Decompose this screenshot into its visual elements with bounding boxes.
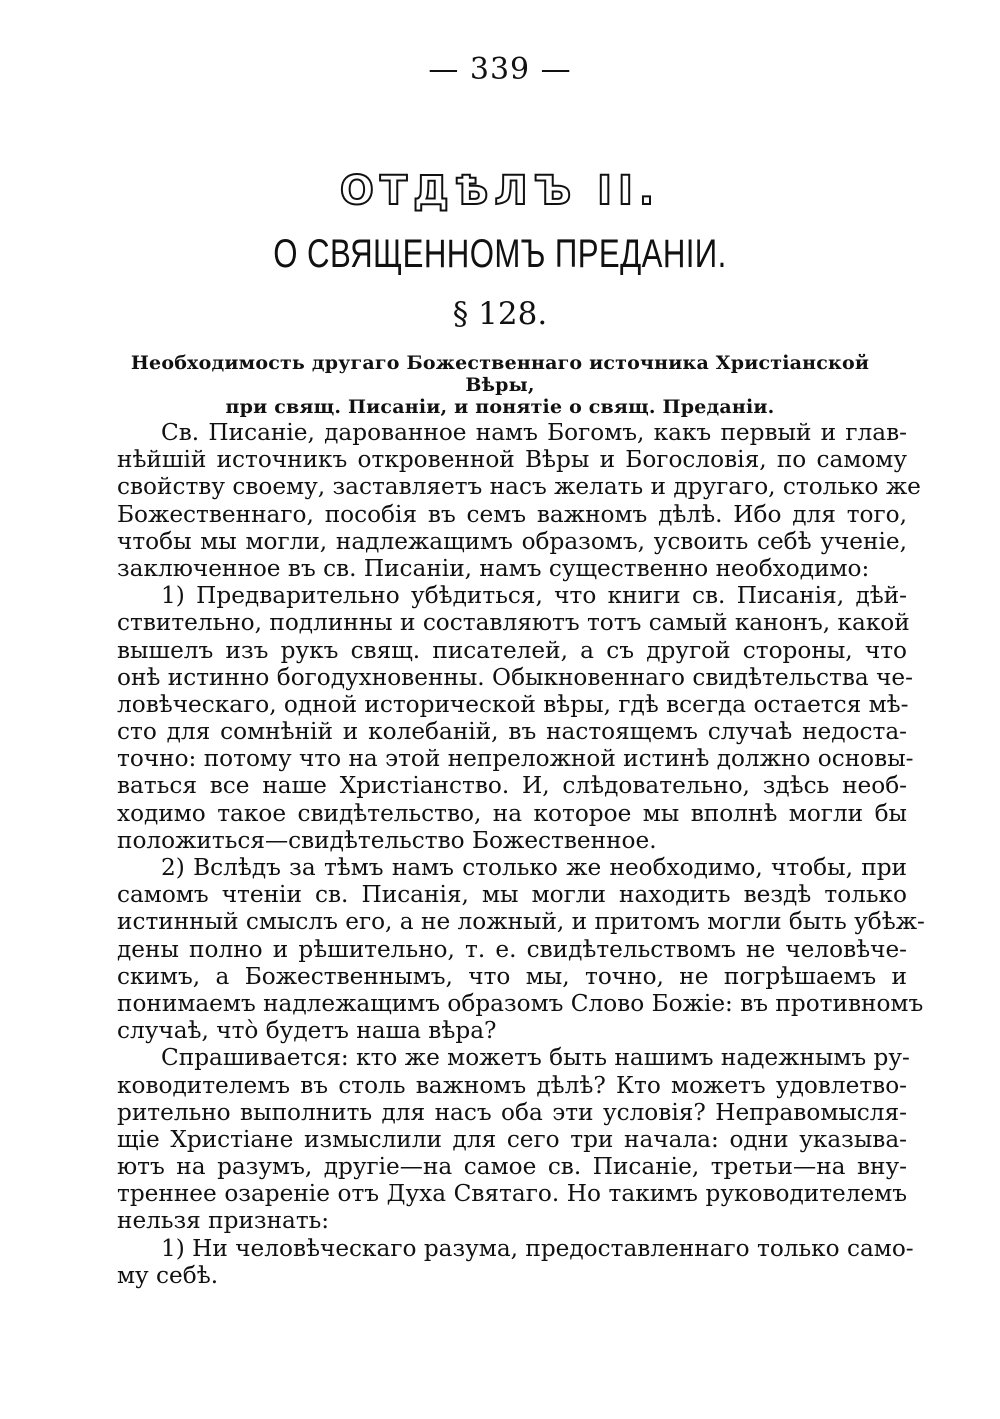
- text-line: чтобы мы могли, надлежащимъ образомъ, усвоить себѣ ученіе,: [117, 527, 907, 555]
- text-line: ловѣческаго, одной исторической вѣры, гдѣ всегда остается мѣ-: [117, 690, 909, 718]
- text-line: рительно выполнить для насъ оба эти условія? Неправомысля-: [117, 1098, 907, 1126]
- text-line: понимаемъ надлежащимъ образомъ Слово Божіе: въ противномъ: [117, 989, 924, 1017]
- text-line: нельзя признать:: [117, 1207, 330, 1235]
- text-line: точно: потому что на этой непреложной истинѣ должно основы-: [117, 745, 914, 773]
- text-line: му себѣ.: [117, 1261, 219, 1289]
- paragraph-subtitle: [100, 352, 900, 418]
- text-line: ствительно, подлинны и составляютъ тотъ самый канонъ, какой: [117, 609, 910, 637]
- text-line: Божественнаго, пособія въ семъ важномъ дѣлѣ. Ибо для того,: [117, 500, 907, 528]
- text-line: вышелъ изъ рукъ свящ. писателей, а съ другой стороны, что: [117, 636, 907, 664]
- text-line: положиться—свидѣтельство Божественное.: [117, 826, 657, 854]
- text-line: Св. Писаніе, дарованное намъ Богомъ, какъ первый и глав-: [161, 419, 907, 446]
- text-line: свойству своему, заставляетъ насъ желать и другаго, столько же: [117, 473, 921, 501]
- text-line: сто для сомнѣній и колебаній, въ настоящемъ случаѣ недоста-: [117, 718, 907, 746]
- text-line: Спрашивается: кто же можетъ быть нашимъ надежнымъ ру-: [161, 1044, 910, 1072]
- text-line: щіе Христіане измыслили для сего три начала: одни указыва-: [117, 1125, 907, 1153]
- text-line: 1) Ни человѣческаго разума, предоставленнаго только само-: [161, 1234, 914, 1262]
- body-text: [117, 419, 925, 1289]
- text-line: случаѣ, что̀ будетъ наша вѣра?: [117, 1017, 497, 1045]
- subtitle-line: Необходимость другаго Божественнаго источника Христіанской Вѣры,: [130, 352, 870, 396]
- text-line: самомъ чтеніи св. Писанія, мы могли находить вездѣ только: [117, 881, 907, 909]
- text-line: скимъ, а Божественнымъ, что мы, точно, не погрѣшаемъ и: [117, 962, 907, 990]
- text-line: заключенное въ св. Писаніи, намъ существенно необходимо:: [117, 554, 870, 582]
- text-line: ваться все наше Христіанство. И, слѣдовательно, здѣсь необ-: [117, 772, 907, 800]
- text-line: истинный смыслъ его, а не ложный, и притомъ могли быть убѣж-: [117, 908, 925, 936]
- text-line: ходимо такое свидѣтельство, на которое мы вполнѣ могли бы: [117, 799, 907, 827]
- text-line: дены полно и рѣшительно, т. е. свидѣтельствомъ не человѣче-: [117, 935, 907, 963]
- text-line: 2) Вслѣдъ за тѣмъ намъ столько же необходимо, чтобы, при: [161, 854, 907, 881]
- text-line: ютъ на разумъ, другіе—на самое св. Писаніе, третьи—на вну-: [117, 1153, 907, 1181]
- text-line: треннее озареніе отъ Духа Святаго. Но такимъ руководителемъ: [117, 1180, 907, 1208]
- page-number: — 339 —: [428, 52, 572, 87]
- text-line: ководителемъ въ столь важномъ дѣлѣ? Кто можетъ удовлетво-: [117, 1071, 907, 1099]
- section-label: ОТДѢЛЪ II.: [339, 168, 661, 214]
- section-title: О СВЯЩЕННОМЪ ПРЕДАНІИ.: [273, 232, 727, 276]
- text-line: 1) Предварительно убѣдиться, что книги св. Писанія, дѣй-: [161, 582, 907, 610]
- text-line: онѣ истинно богодухновенны. Обыкновеннаго свидѣтельства че-: [117, 663, 913, 691]
- text-line: нѣйшій источникъ откровенной Вѣры и Богословія, по самому: [117, 446, 907, 474]
- paragraph-number: § 128.: [452, 296, 548, 332]
- subtitle-line: при свящ. Писаніи, и понятіе о свящ. Преданіи.: [225, 396, 775, 418]
